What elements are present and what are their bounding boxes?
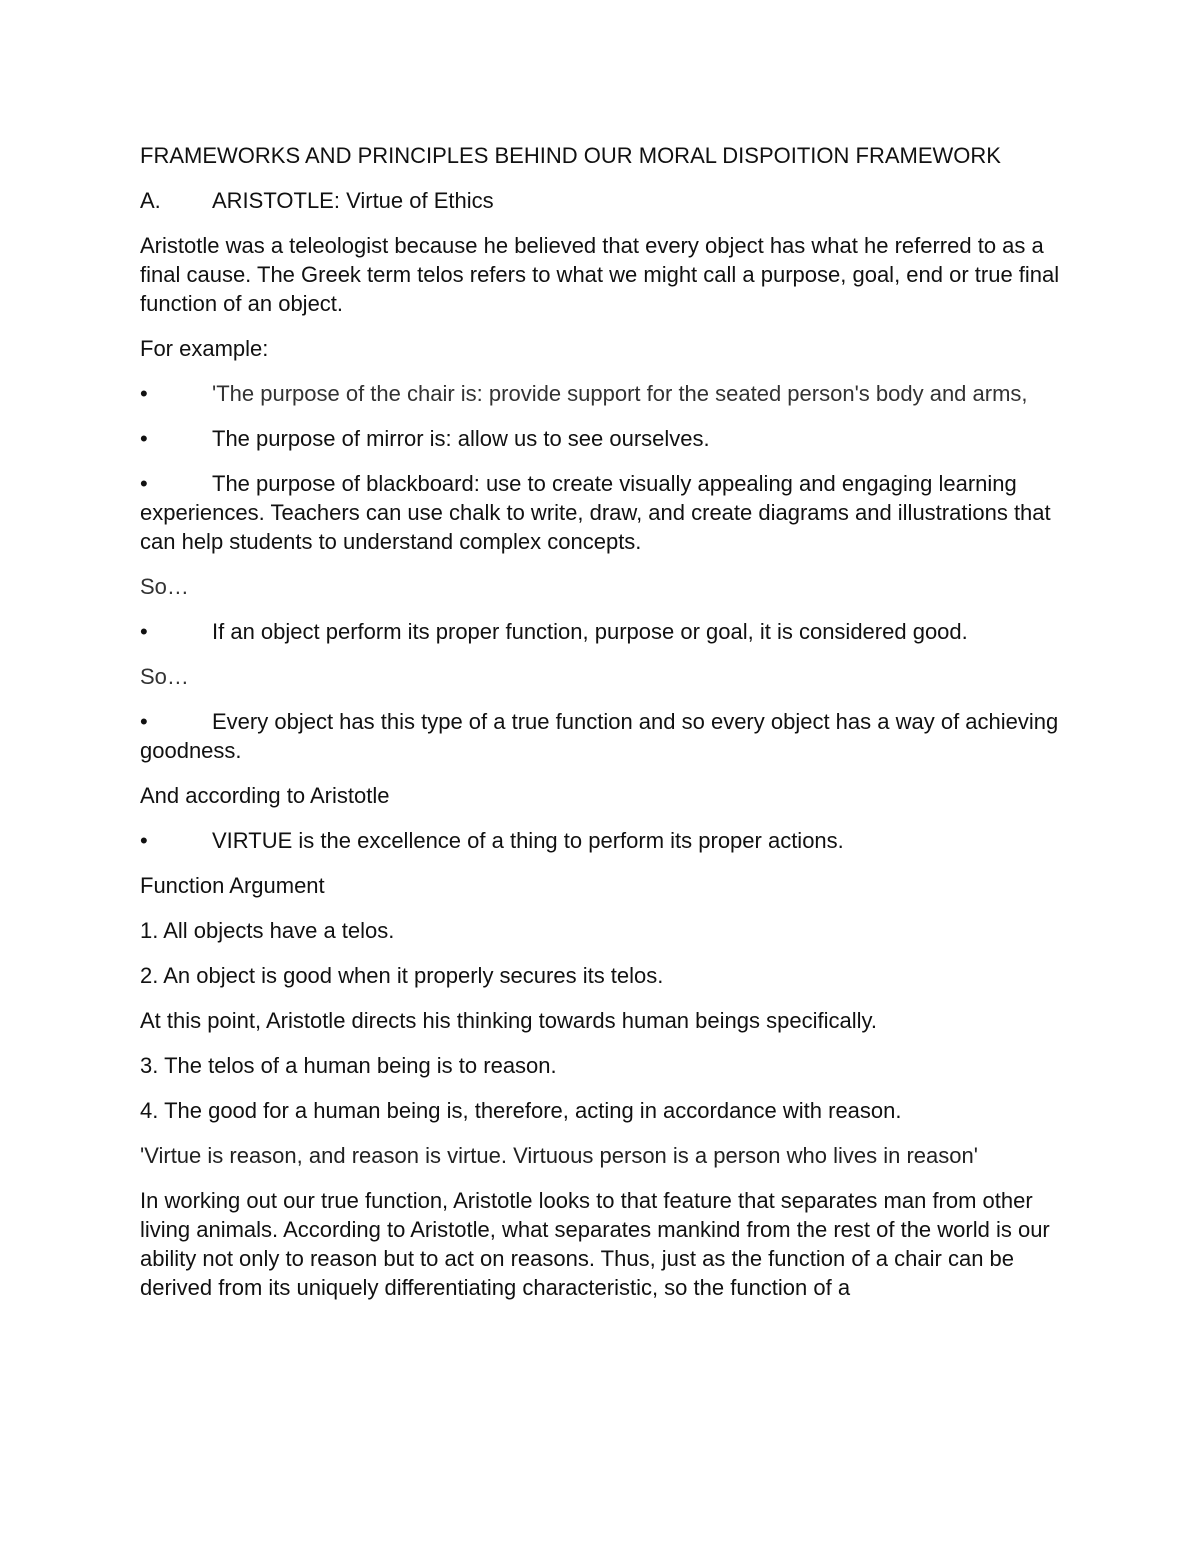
bullet-text: Every object has this type of a true function and so every object has a way of achieving goodness.	[140, 709, 1059, 763]
bullet-text: VIRTUE is the excellence of a thing to perform its proper actions.	[212, 828, 844, 853]
example-label: For example:	[140, 336, 269, 361]
so-line: So…	[140, 574, 189, 599]
bullet-text: 'The purpose of the chair is: provide support for the seated person's body and arms,	[212, 381, 1028, 406]
section-letter: A.	[140, 188, 161, 213]
according-line: And according to Aristotle	[140, 783, 390, 808]
bullet-item	[140, 617, 1065, 646]
bullet-text: The purpose of mirror is: allow us to see ourselves.	[212, 426, 710, 451]
closing-paragraph: In working out our true function, Aristotle looks to that feature that separates man from other living animals. According to Aristotle, what separates mankind from the rest of the world is our ability not only to reason but to act on reasons. Thus, just as the function of a chair can be derived from its uniquely differentiating characteristic, so the function of a	[140, 1188, 1050, 1300]
bullet-mark: •	[140, 709, 148, 734]
argument-step: 3. The telos of a human being is to reason.	[140, 1053, 557, 1078]
section-heading	[140, 186, 1065, 215]
argument-step: 2. An object is good when it properly secures its telos.	[140, 963, 664, 988]
bullet-item	[140, 424, 1065, 453]
document-title: FRAMEWORKS AND PRINCIPLES BEHIND OUR MORAL DISPOITION FRAMEWORK	[140, 143, 1001, 168]
bullet-item	[140, 379, 1065, 408]
so-line: So…	[140, 664, 189, 689]
bullet-text: If an object perform its proper function, purpose or goal, it is considered good.	[212, 619, 968, 644]
transition-line: At this point, Aristotle directs his thinking towards human beings specifically.	[140, 1008, 877, 1033]
virtue-quote: 'Virtue is reason, and reason is virtue. Virtuous person is a person who lives in reason'	[140, 1143, 978, 1168]
bullet-item	[140, 469, 1065, 556]
section-heading-text: ARISTOTLE: Virtue of Ethics	[212, 188, 494, 213]
document-page	[140, 141, 1065, 1318]
bullet-item	[140, 826, 1065, 855]
bullet-text: The purpose of blackboard: use to create visually appealing and engaging learning experiences. Teachers can use chalk to write, draw, and create diagrams and illustrations that can help students to understand complex concepts.	[140, 471, 1051, 554]
argument-step: 4. The good for a human being is, therefore, acting in accordance with reason.	[140, 1098, 902, 1123]
argument-step: 1. All objects have a telos.	[140, 918, 395, 943]
function-argument-label: Function Argument	[140, 873, 325, 898]
bullet-mark: •	[140, 619, 148, 644]
bullet-mark: •	[140, 471, 148, 496]
bullet-item	[140, 707, 1065, 765]
bullet-mark: •	[140, 828, 148, 853]
bullet-mark: •	[140, 381, 148, 406]
bullet-mark: •	[140, 426, 148, 451]
intro-paragraph: Aristotle was a teleologist because he believed that every object has what he referred to as a final cause. The Greek term telos refers to what we might call a purpose, goal, end or true final function of an object.	[140, 233, 1060, 316]
